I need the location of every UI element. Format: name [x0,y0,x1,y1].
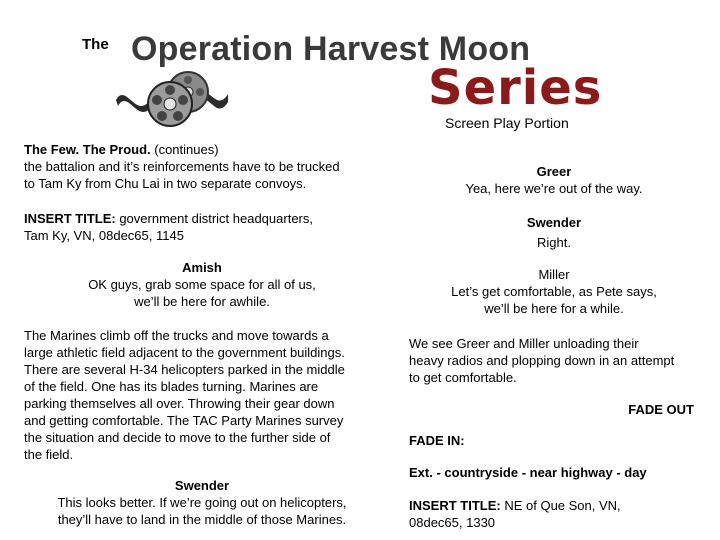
dialogue-line: we’ll be here for a while. [484,301,624,316]
insert-title-label: INSERT TITLE: [24,211,116,226]
action-line: to Tam Ky from Chu Lai in two separate convoys. [24,176,307,191]
left-block-continues [24,141,384,192]
speaker-name: Swender [174,478,230,493]
dialogue-line: Right. [537,235,571,250]
scene-heading-ext: Ext. - countryside - near highway - day [409,465,647,480]
action-line: There are several H-34 helicopters parked in the middle [24,362,345,377]
dialogue-line: OK guys, grab some space for all of us, [88,277,316,292]
dialogue-miller [404,266,704,317]
insert-title-line: 08dec65, 1330 [409,515,496,530]
action-line: of the field. One has its blades turning. Marines are [24,379,319,394]
dialogue-swender-right [404,214,704,251]
insert-title-text: NE of Que Son, VN, [500,498,621,513]
dialogue-line: Yea, here we’re out of the way. [465,181,643,196]
action-line: to get comfortable. [409,370,517,385]
continues-heading [24,141,384,158]
header-the: The [82,36,109,53]
film-reel-logo [112,70,230,128]
action-line: heavy radios and plopping down in an attempt [409,353,675,368]
speaker-name: Amish [182,260,222,275]
left-block-insert-title [24,210,384,244]
dialogue-swender-left [24,477,380,528]
dialogue-line: Let’s get comfortable, as Pete says, [451,284,657,299]
dialogue-amish [24,259,380,310]
speaker-name: Greer [536,164,572,179]
fade-in: FADE IN: [409,433,465,448]
insert-title-line: Tam Ky, VN, 08dec65, 1145 [24,228,184,243]
series-wordmark: Series [428,60,603,116]
dialogue-line: we’ll be here for awhile. [134,294,270,309]
speaker-name: Swender [526,215,582,230]
page-title: Operation Harvest Moon [131,30,531,68]
right-action-paragraph [409,335,709,386]
insert-title-text: government district headquarters, [115,211,313,226]
insert-title-line [409,497,709,514]
dialogue-greer [404,163,704,197]
action-line: and getting comfortable. The TAC Party Marines survey [24,413,344,428]
right-insert-title [409,497,709,531]
speaker-name: Miller [538,267,570,282]
insert-title-line [24,210,384,227]
action-line: large athletic field adjacent to the government buildings. [24,345,345,360]
fade-out: FADE OUT [628,402,694,417]
left-action-paragraph [24,327,386,463]
action-line: the battalion and it’s reinforcements have to be trucked [24,159,340,174]
subtitle: Screen Play Portion [445,115,569,131]
action-line: We see Greer and Miller unloading their [409,336,639,351]
dialogue-line: This looks better. If we’re going out on helicopters, [57,495,347,510]
action-line: The Marines climb off the trucks and move towards a [24,328,329,343]
scene-heading: The Few. The Proud. [24,142,151,157]
action-line: the situation and decide to move to the further side of [24,430,331,445]
insert-title-label: INSERT TITLE: [409,498,501,513]
dialogue-line: they’ll have to land in the middle of those Marines. [57,512,347,527]
continues-note: (continues) [150,142,219,157]
action-line: parking themselves all over. Throwing their gear down [24,396,335,411]
action-line: the field. [24,447,74,462]
